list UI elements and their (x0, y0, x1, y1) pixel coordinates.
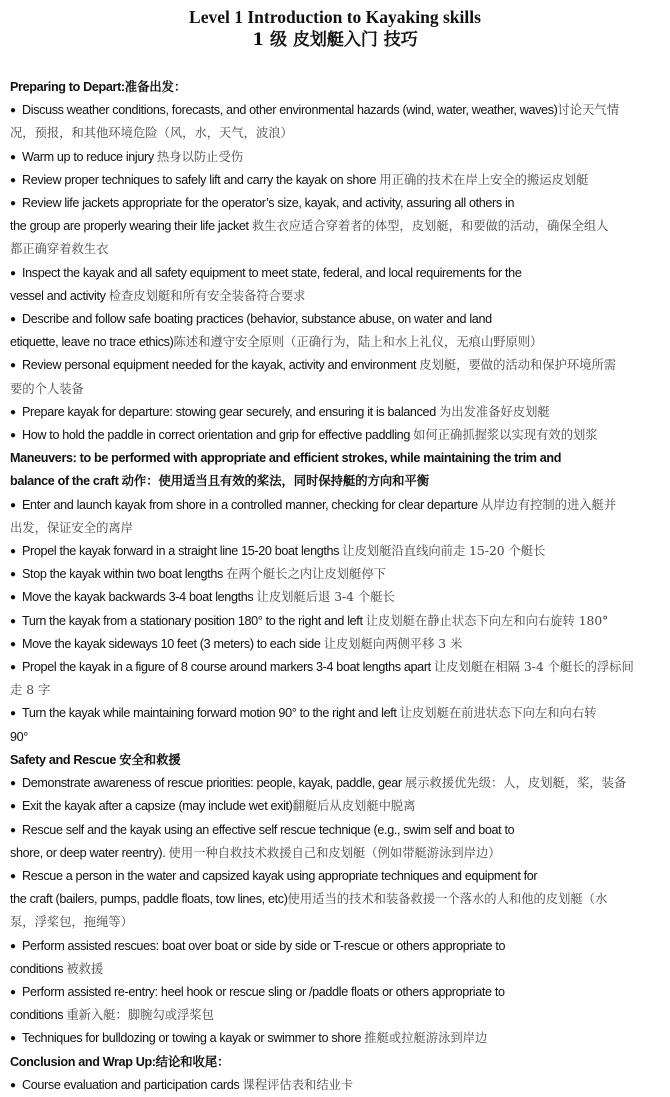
list-item (10, 540, 660, 563)
chinese-text: 陈述和遵守安全原则（正确行为，陆上和水上礼仪，无痕山野原则） (173, 335, 543, 350)
section-heading (10, 447, 660, 470)
english-text: Prepare kayak for departure: stowing gear securely, and ensuring it is balanced (22, 404, 439, 419)
bullet-icon: ● (10, 569, 16, 581)
bullet-icon: ● (10, 638, 16, 650)
list-item-continuation (10, 331, 660, 354)
chinese-text: 用正确的技术在岸上安全的搬运皮划艇 (379, 172, 589, 187)
list-item (10, 981, 660, 1004)
english-text: Turn the kayak from a stationary position 180° to the right and left (22, 613, 366, 628)
list-item (10, 1074, 660, 1097)
section-heading (10, 76, 660, 99)
bullet-icon: ● (10, 174, 16, 186)
english-text: Inspect the kayak and all safety equipment to meet state, federal, and local requirements for the (22, 265, 522, 280)
list-item-continuation (10, 1004, 660, 1027)
english-text: Discuss weather conditions, forecasts, and other environmental hazards (wind, water, weather, waves) (22, 103, 558, 118)
chinese-text: 让皮划艇在相隔 3-4 个艇长的浮标间 (433, 660, 634, 675)
list-item-continuation (10, 215, 660, 238)
chinese-text: 救生衣应适合穿着者的体型，皮划艇，和要做的活动，确保全组人 (251, 219, 609, 234)
english-text: Demonstrate awareness of rescue priorities: people, kayak, paddle, gear (22, 776, 405, 791)
english-text: balance of the craft (10, 474, 122, 489)
english-text: Turn the kayak while maintaining forward motion 90° to the right and left (22, 706, 400, 721)
list-item-continuation (10, 238, 660, 261)
chinese-text: 动作：使用适当且有效的桨法，同时保持艇的方向和平衡 (121, 474, 430, 489)
list-item (10, 1027, 660, 1050)
bullet-icon: ● (10, 406, 16, 418)
bullet-icon: ● (10, 824, 16, 836)
list-item (10, 772, 660, 795)
list-item-continuation (10, 842, 660, 865)
english-text: 90° (10, 729, 28, 744)
section-heading (10, 749, 660, 772)
english-text: etiquette, leave no trace ethics) (10, 335, 174, 350)
chinese-text: 让皮划艇后退 3-4 个艇长 (256, 590, 395, 605)
chinese-text: 让皮划艇在前进状态下向左和向右转 (399, 706, 597, 721)
english-text: Review personal equipment needed for the kayak, activity and environment (22, 358, 420, 373)
list-item (10, 99, 660, 122)
document-body (10, 76, 660, 1097)
bullet-icon: ● (10, 1033, 16, 1045)
bullet-icon: ● (10, 546, 16, 558)
english-text: Move the kayak sideways 10 feet (3 meters) to each side (22, 636, 324, 651)
english-text: vessel and activity (10, 288, 109, 303)
list-item (10, 494, 660, 517)
chinese-text: 安全和救援 (119, 752, 181, 767)
english-text: Propel the kayak in a figure of 8 course around markers 3-4 boat lengths apart (22, 660, 434, 675)
chinese-text: 结论和收尾： (155, 1054, 230, 1069)
english-text: Move the kayak backwards 3-4 boat lengths (22, 590, 257, 605)
chinese-text: 重新入艇：脚腕勾或浮桨包 (66, 1008, 214, 1023)
bullet-icon: ● (10, 986, 16, 998)
list-item (10, 865, 660, 888)
bullet-icon: ● (10, 615, 16, 627)
list-item (10, 401, 660, 424)
title-chinese: 1 级 皮划艇入门 技巧 (252, 30, 418, 50)
bullet-icon: ● (10, 592, 16, 604)
english-text: conditions (10, 961, 67, 976)
english-text: Perform assisted re-entry: heel hook or rescue sling or /paddle floats or others appropriate to (22, 984, 505, 999)
bullet-icon: ● (10, 870, 16, 882)
chinese-text: 泵，浮桨包，拖绳等） (10, 915, 133, 930)
bullet-icon: ● (10, 105, 16, 117)
english-text: Perform assisted rescues: boat over boat or side by side or T-rescue or others appropriate to (22, 938, 506, 953)
bullet-icon: ● (10, 198, 16, 210)
english-text: Review proper techniques to safely lift and carry the kayak on shore (22, 172, 380, 187)
list-item (10, 702, 660, 725)
list-item (10, 563, 660, 586)
chinese-text: 使用一种自救技术救援自己和皮划艇（例如带艇游泳到岸边） (168, 845, 501, 860)
list-item (10, 354, 660, 377)
english-text: Conclusion and Wrap Up: (10, 1054, 156, 1069)
chinese-text: 走 8 字 (10, 683, 51, 698)
section-heading (10, 470, 660, 493)
bullet-icon: ● (10, 360, 16, 372)
list-item-continuation (10, 726, 660, 749)
english-text: Rescue self and the kayak using an effective self rescue technique (e.g., swim self and boat to (22, 822, 515, 837)
chinese-text: 使用适当的技术和装备救援一个落水的人和他的皮划艇（水 (287, 892, 608, 907)
list-item (10, 633, 660, 656)
bullet-icon: ● (10, 940, 16, 952)
list-item-continuation (10, 122, 660, 145)
bullet-icon: ● (10, 662, 16, 674)
list-item (10, 146, 660, 169)
english-text: Stop the kayak within two boat lengths (22, 567, 227, 582)
title-english: Level 1 Introduction to Kayaking skills (189, 7, 481, 27)
list-item (10, 610, 660, 633)
english-text: Preparing to Depart: (10, 80, 125, 94)
list-item (10, 424, 660, 447)
chinese-text: 让皮划艇向两侧平移 3 米 (323, 636, 463, 651)
english-text: Warm up to reduce injury (22, 149, 157, 164)
list-item (10, 169, 660, 192)
list-item-continuation (10, 679, 660, 702)
bullet-icon: ● (10, 314, 16, 326)
english-text: Course evaluation and participation cards (22, 1077, 243, 1092)
chinese-text: 让皮划艇沿直线向前走 15-20 个艇长 (342, 544, 546, 559)
english-text: Exit the kayak after a capsize (may include wet exit) (22, 799, 293, 814)
list-item (10, 308, 660, 331)
bullet-icon: ● (10, 778, 16, 790)
chinese-text: 况，预报，和其他环境危险（风，水，天气，波浪） (10, 126, 293, 141)
chinese-text: 展示救援优先级：人，皮划艇，桨，装备 (404, 776, 627, 791)
list-item (10, 192, 660, 215)
chinese-text: 都正确穿着救生衣 (10, 242, 109, 257)
chinese-text: 如何正确抓握浆以实现有效的划浆 (413, 428, 598, 443)
bullet-icon: ● (10, 1079, 16, 1091)
chinese-text: 推艇或拉艇游泳到岸边 (364, 1031, 488, 1046)
chinese-text: 准备出发： (124, 80, 187, 94)
chinese-text: 在两个艇长之内让皮划艇停下 (226, 567, 386, 582)
bullet-icon: ● (10, 430, 16, 442)
chinese-text: 讨论天气情 (557, 103, 619, 118)
chinese-text: 皮划艇，要做的活动和保护环境所需 (419, 358, 617, 373)
english-text: the craft (bailers, pumps, paddle floats, tow lines, etc) (10, 892, 288, 907)
list-item-continuation (10, 888, 660, 911)
chinese-text: 出发，保证安全的离岸 (10, 520, 133, 535)
english-text: Safety and Rescue (10, 752, 120, 767)
bullet-icon: ● (10, 801, 16, 813)
english-text: Propel the kayak forward in a straight line 15-20 boat lengths (22, 544, 343, 559)
english-text: Techniques for bulldozing or towing a kayak or swimmer to shore (22, 1031, 365, 1046)
list-item-continuation (10, 285, 660, 308)
english-text: conditions (10, 1008, 67, 1023)
chinese-text: 从岸边有控制的进入艇并 (480, 497, 617, 512)
english-text: Describe and follow safe boating practices (behavior, substance abuse, on water and land (22, 312, 492, 327)
title-block (10, 0, 660, 52)
bullet-icon: ● (10, 151, 16, 163)
list-item (10, 586, 660, 609)
chinese-text: 为出发准备好皮划艇 (439, 404, 550, 419)
list-item (10, 262, 660, 285)
list-item (10, 795, 660, 818)
bullet-icon: ● (10, 708, 16, 720)
list-item (10, 935, 660, 958)
list-item-continuation (10, 958, 660, 981)
list-item-continuation (10, 378, 660, 401)
list-item (10, 819, 660, 842)
section-heading (10, 1051, 660, 1074)
chinese-text: 翻艇后从皮划艇中脱离 (292, 799, 416, 814)
bullet-icon: ● (10, 267, 16, 279)
chinese-text: 被救援 (66, 961, 104, 976)
list-item-continuation (10, 911, 660, 934)
english-text: How to hold the paddle in correct orientation and grip for effective paddling (22, 428, 414, 443)
english-text: Rescue a person in the water and capsized kayak using appropriate techniques and equipment for (22, 868, 538, 883)
chinese-text: 热身以防止受伤 (156, 149, 244, 164)
list-item (10, 656, 660, 679)
list-item-continuation (10, 517, 660, 540)
english-text: Review life jackets appropriate for the operator’s size, kayak, and activity, assuring all others in (22, 196, 515, 211)
english-text: Enter and launch kayak from shore in a controlled manner, checking for clear departure (22, 497, 481, 512)
chinese-text: 要的个人装备 (10, 381, 84, 396)
english-text: Maneuvers: to be performed with appropriate and efficient strokes, while maintaining the trim and (10, 451, 562, 466)
chinese-text: 课程评估表和结业卡 (242, 1077, 354, 1092)
chinese-text: 让皮划艇在静止状态下向左和向右旋转 180° (365, 613, 609, 628)
english-text: the group are properly wearing their life jacket (10, 219, 252, 234)
english-text: shore, or deep water reentry). (10, 845, 169, 860)
chinese-text: 检查皮划艇和所有安全装备符合要求 (108, 288, 306, 303)
bullet-icon: ● (10, 499, 16, 511)
